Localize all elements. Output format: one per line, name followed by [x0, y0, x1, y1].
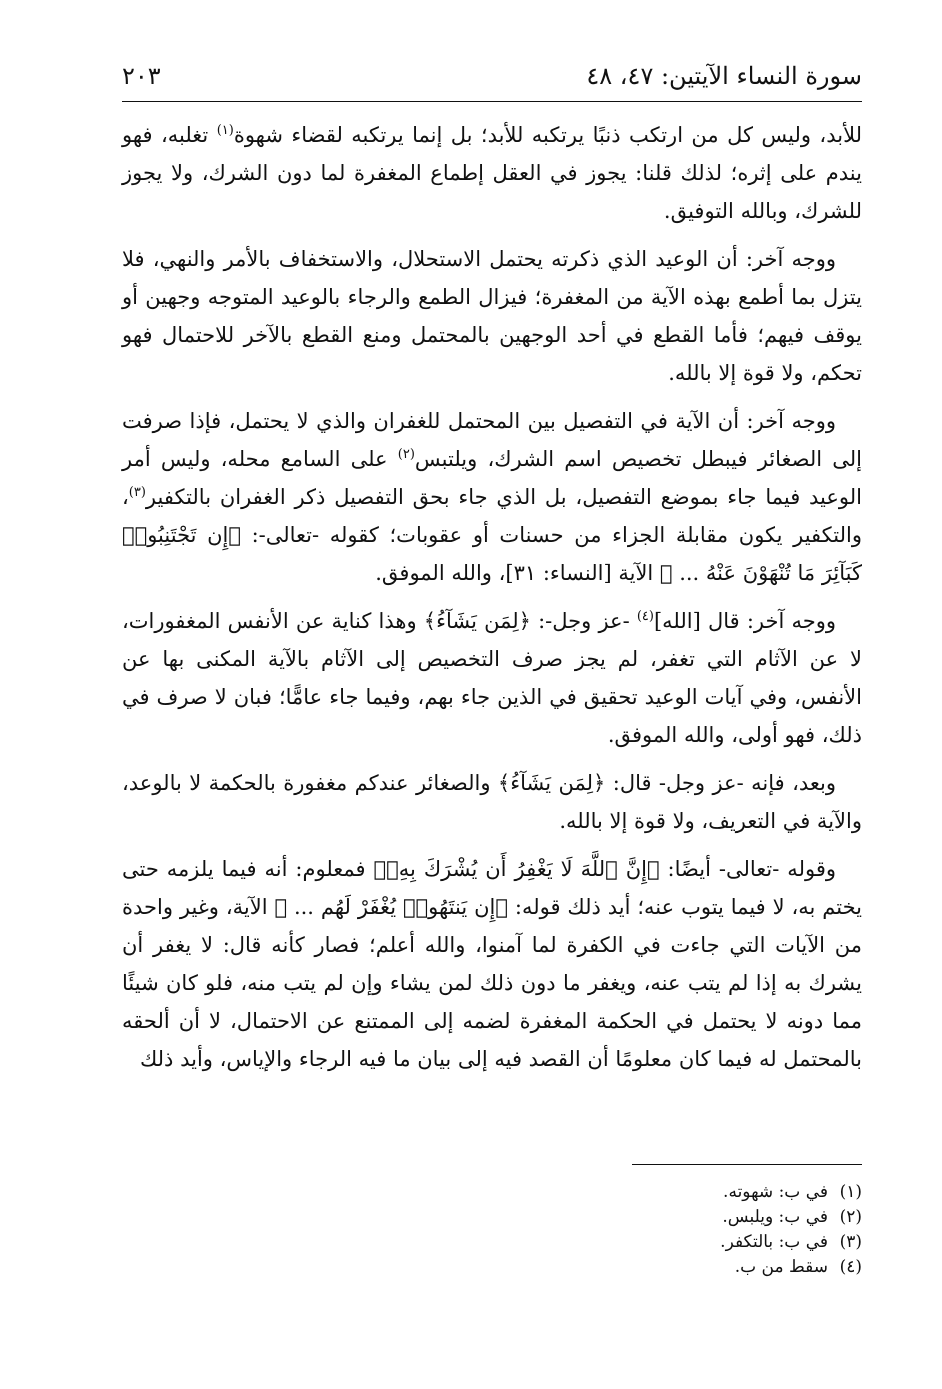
- footnote-text: سقط من ب.: [734, 1257, 828, 1277]
- footnote-number: (٤): [839, 1257, 862, 1277]
- paragraph-text: تغلبه، فهو يندم على إثره؛ لذلك قلنا: يجوز في العقل إطماع المغفرة لما دون الشرك، ولا يجوز للشرك، وبالله التوفيق.: [122, 123, 862, 223]
- footnote-marker: (١): [216, 123, 234, 138]
- footnote-marker: (٣): [128, 485, 146, 500]
- footnote-number: (٢): [839, 1207, 862, 1227]
- footnote-number: (٣): [839, 1232, 862, 1252]
- paragraph-text: ووجه آخر: قال [الله]: [653, 609, 836, 633]
- paragraph-text: وقوله -تعالى- أيضًا: ﴿إِنَّ ٱللَّهَ لَا يَغْفِرُ أَن يُشْرَكَ بِهِۦ﴾ فمعلوم: أنه فيما يلزمه حتى يختم به، لا فيما يتوب عنه؛ أيد ذلك قوله: ﴿إِن يَنتَهُوا۟ يُغْفَرْ لَهُم ... ﴾ الآية، وغير واحدة من الآيات التي جاءت في الكفرة لما آمنوا، والله أعلم؛ فصار كأنه قال: لا يغفر أن يشرك به إذا لم يتب عنه، ويغفر ما دون ذلك لمن يشاء وإن لم يتب منه، فلو كان شيئًا مما دونه لا يحتمل في الحكمة المغفرة لضمه إلى الممتنع عن الاحتمال، لا أن ألحقه بالمحتمل له فيما كان معلومًا أن القصد فيه إلى بيان ما فيه الرجاء والإياس، وأيد ذلك: [122, 857, 862, 1071]
- paragraph: [122, 240, 862, 392]
- footnote: [362, 1205, 862, 1230]
- footnote-marker: (٤): [636, 609, 654, 624]
- paragraph: [122, 602, 862, 754]
- paragraph: [122, 402, 862, 592]
- paragraph-text: وبعد، فإنه -عز وجل- قال: ﴿لِمَن يَشَآءُ﴾ والصغائر عندكم مغفورة بالحكمة لا بالوعد، والآية في التعريف، ولا قوة إلا بالله.: [122, 771, 862, 833]
- paragraph: [122, 764, 862, 840]
- paragraph: [122, 116, 862, 230]
- paragraph-text: للأبد، وليس كل من ارتكب ذنبًا يرتكبه للأبد؛ بل إنما يرتكبه لقضاء شهوة: [233, 123, 863, 147]
- footnote: [362, 1255, 862, 1280]
- footnote-marker: (٢): [397, 447, 415, 462]
- main-text: [122, 116, 862, 1088]
- paragraph-text: -عز وجل-: ﴿لِمَن يَشَآءُ﴾ وهذا كناية عن الأنفس المغفورات، لا عن الآثام التي تغفر، لم يجز صرف التخصيص إلى الآثام بالآية المكنى بها عن الأنفس، وفي آيات الوعيد تحقيق في الذين جاء بهم، وفيما جاء عامًّا؛ فبان لا صرف في ذلك، فهو أولى، والله الموفق.: [122, 609, 862, 747]
- paragraph-text: ووجه آخر: أن الوعيد الذي ذكرته يحتمل الاستحلال، والاستخفاف بالأمر والنهي، فلا يتزل بما أطمع بهذه الآية من المغفرة؛ فيزال الطمع والرجاء بالوعيد المتوجه وجهين أو يوقف فيهم؛ فأما القطع في أحد الوجهين بالمحتمل ومنع القطع بالآخر للاحتمال فهو تحكم، ولا قوة إلا بالله.: [122, 247, 862, 385]
- paragraph-text: ووجه آخر: أن الآية في التفصيل بين المحتمل للغفران والذي لا يحتمل، فإذا صرفت إلى الصغائر فيبطل تخصيص اسم الشرك، ويلتبس: [122, 409, 862, 471]
- footnote: [362, 1230, 862, 1255]
- footnote-rule: [632, 1164, 862, 1165]
- paragraph: [122, 850, 862, 1078]
- footnote-text: في ب: بالتكفر.: [720, 1232, 828, 1252]
- footnote-text: في ب: شهوته.: [723, 1182, 828, 1202]
- page-number: ٢٠٣: [122, 62, 161, 90]
- footnote-number: (١): [839, 1182, 862, 1202]
- running-header-title: سورة النساء الآيتين: ٤٧، ٤٨: [586, 62, 862, 90]
- paragraph-text: على السامع محله، وليس أمر الوعيد فيما جاء بموضع التفصيل، بل الذي جاء بحق التفصيل ذكر الغفران بالتكفير: [122, 447, 862, 509]
- footnote-text: في ب: ويلبس.: [722, 1207, 828, 1227]
- header-rule: [122, 101, 862, 102]
- paragraph-text: ، والتكفير يكون مقابلة الجزاء من حسنات أو عقوبات؛ كقوله -تعالى-: ﴿إِن تَجْتَنِبُوا۟ كَبَآئِرَ مَا تُنْهَوْنَ عَنْهُ ... ﴾ الآية [النساء: ٣١]، والله الموفق.: [122, 485, 862, 585]
- running-header: [122, 58, 862, 98]
- footnotes: [362, 1180, 862, 1280]
- footnote: [362, 1180, 862, 1205]
